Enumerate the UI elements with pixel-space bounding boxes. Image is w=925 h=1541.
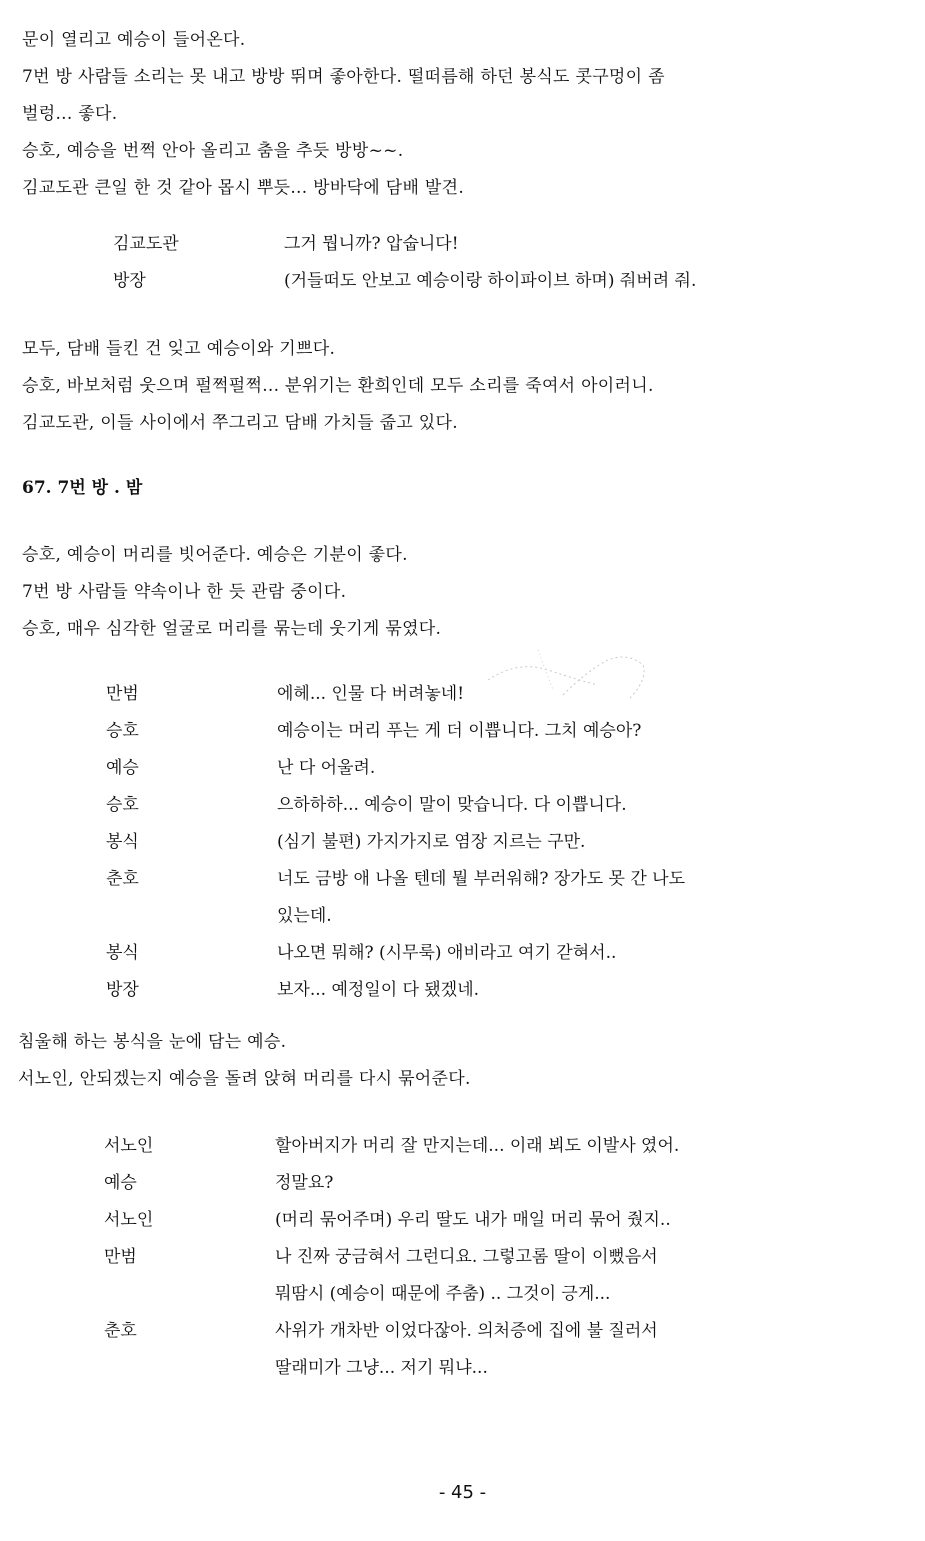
dialogue-row: [0, 226, 925, 263]
dialogue-row: [0, 787, 925, 824]
action-line: 승호, 예승을 번쩍 안아 올리고 춤을 추듯 방방~~.: [22, 141, 404, 161]
speech-text: [277, 676, 464, 713]
dialogue-row: [0, 750, 925, 787]
speech-text: [277, 861, 685, 935]
speaker-name: 예승: [104, 1173, 137, 1193]
speech-text: [275, 1239, 658, 1313]
action-line: 김교도관 큰일 한 것 같아 몹시 뿌듯... 방바닥에 담배 발견.: [22, 178, 465, 198]
action-line: 승호, 바보처럼 웃으며 펄쩍펄쩍... 분위기는 환희인데 모두 소리를 죽여서 아이러니.: [22, 376, 654, 396]
dialogue-row: [0, 1239, 925, 1313]
speech-line: 에헤... 인물 다 버려놓네!: [277, 684, 465, 704]
dialogue-row: [0, 972, 925, 1009]
action-line: 벌렁... 좋다.: [22, 104, 118, 124]
speech-text: [277, 750, 375, 787]
speech-line: 정말요?: [275, 1173, 334, 1193]
speech-text: [275, 1165, 333, 1202]
dialogue-block-1: [0, 226, 925, 300]
scene-heading: 67. 7번 방 . 밤: [22, 478, 143, 498]
dialogue-row: [0, 1128, 925, 1165]
speaker-name: 춘호: [104, 1321, 137, 1341]
speech-text: [284, 263, 696, 300]
speech-line: 난 다 어울려.: [277, 758, 376, 778]
dialogue-row: [0, 1313, 925, 1387]
action-block-4: [18, 1024, 908, 1098]
action-block-1: [22, 22, 912, 207]
speaker-name: 방장: [113, 271, 146, 291]
speaker-name: 김교도관: [113, 234, 179, 254]
speech-text: [284, 226, 459, 263]
speech-text: [275, 1128, 679, 1165]
dialogue-row: [0, 861, 925, 935]
speech-line: 나오면 뭐해? (시무룩) 애비라고 여기 갇혀서..: [277, 943, 617, 963]
dialogue-row: [0, 935, 925, 972]
speech-line: 사위가 개차반 이었다잖아. 의처증에 집에 불 질러서: [275, 1321, 658, 1341]
dialogue-row: [0, 263, 925, 300]
speech-line: 있는데.: [277, 906, 332, 926]
dialogue-row: [0, 824, 925, 861]
speech-line: 할아버지가 머리 잘 만지는데... 이래 뵈도 이발사 였어.: [275, 1136, 680, 1156]
action-line: 승호, 매우 심각한 얼굴로 머리를 묶는데 웃기게 묶였다.: [22, 619, 442, 639]
speaker-name: 승호: [106, 795, 139, 815]
dialogue-row: [0, 1165, 925, 1202]
speaker-name: 예승: [106, 758, 139, 778]
action-line: 침울해 하는 봉식을 눈에 담는 예승.: [18, 1032, 287, 1052]
dialogue-row: [0, 676, 925, 713]
action-block-3: [22, 537, 912, 648]
speech-line: 그거 뭡니까? 압숩니다!: [284, 234, 459, 254]
speech-text: [275, 1313, 658, 1387]
speech-line: 나 진짜 궁금혀서 그런디요. 그렇고롬 딸이 이뻤음서: [275, 1247, 658, 1267]
speech-line: 보자... 예정일이 다 됐겠네.: [277, 980, 480, 1000]
speech-text: [277, 824, 585, 861]
action-line: 김교도관, 이들 사이에서 쭈그리고 담배 가치들 줍고 있다.: [22, 413, 458, 433]
action-line: 7번 방 사람들 약속이나 한 듯 관람 중이다.: [22, 582, 347, 602]
dialogue-block-3: [0, 1128, 925, 1387]
speaker-name: 서노인: [104, 1136, 154, 1156]
dialogue-row: [0, 713, 925, 750]
speech-line: (심기 불편) 가지가지로 염장 지르는 구만.: [277, 832, 586, 852]
speech-line: 너도 금방 애 나올 텐데 뭘 부러워해? 장가도 못 간 나도: [277, 869, 686, 889]
speech-text: [277, 935, 616, 972]
action-block-2: [22, 331, 912, 442]
dialogue-block-2: [0, 676, 925, 1009]
speech-line: 딸래미가 그냥... 저기 뭐냐...: [275, 1358, 488, 1378]
speech-line: 예승이는 머리 푸는 게 더 이쁩니다. 그치 예승아?: [277, 721, 642, 741]
action-line: 문이 열리고 예승이 들어온다.: [22, 30, 246, 50]
speaker-name: 서노인: [104, 1210, 154, 1230]
speaker-name: 춘호: [106, 869, 139, 889]
page-number: - 45 -: [438, 1482, 487, 1503]
speech-text: [275, 1202, 671, 1239]
speech-text: [277, 972, 479, 1009]
action-line: 모두, 담배 들킨 건 잊고 예승이와 기쁘다.: [22, 339, 336, 359]
speaker-name: 만범: [106, 684, 139, 704]
speaker-name: 봉식: [106, 832, 139, 852]
speech-line: 뭐땀시 (예승이 때문에 주춤) .. 그것이 긍게...: [275, 1284, 611, 1304]
speaker-name: 만범: [104, 1247, 137, 1267]
speaker-name: 봉식: [106, 943, 139, 963]
speaker-name: 승호: [106, 721, 139, 741]
dialogue-row: [0, 1202, 925, 1239]
action-line: 7번 방 사람들 소리는 못 내고 방방 뛰며 좋아한다. 떨떠름해 하던 봉식도 콧구멍이 좀: [22, 67, 665, 87]
speech-line: 으하하하... 예승이 말이 맞습니다. 다 이쁩니다.: [277, 795, 627, 815]
speaker-name: 방장: [106, 980, 139, 1000]
action-line: 승호, 예승이 머리를 빗어준다. 예승은 기분이 좋다.: [22, 545, 408, 565]
speech-line: (머리 묶어주며) 우리 딸도 내가 매일 머리 묶어 줬지..: [275, 1210, 671, 1230]
action-line: 서노인, 안되겠는지 예승을 돌려 앉혀 머리를 다시 묶어준다.: [18, 1069, 471, 1089]
speech-line: (거들떠도 안보고 예승이랑 하이파이브 하며) 줘버려 줘.: [284, 271, 697, 291]
speech-text: [277, 787, 627, 824]
speech-text: [277, 713, 641, 750]
